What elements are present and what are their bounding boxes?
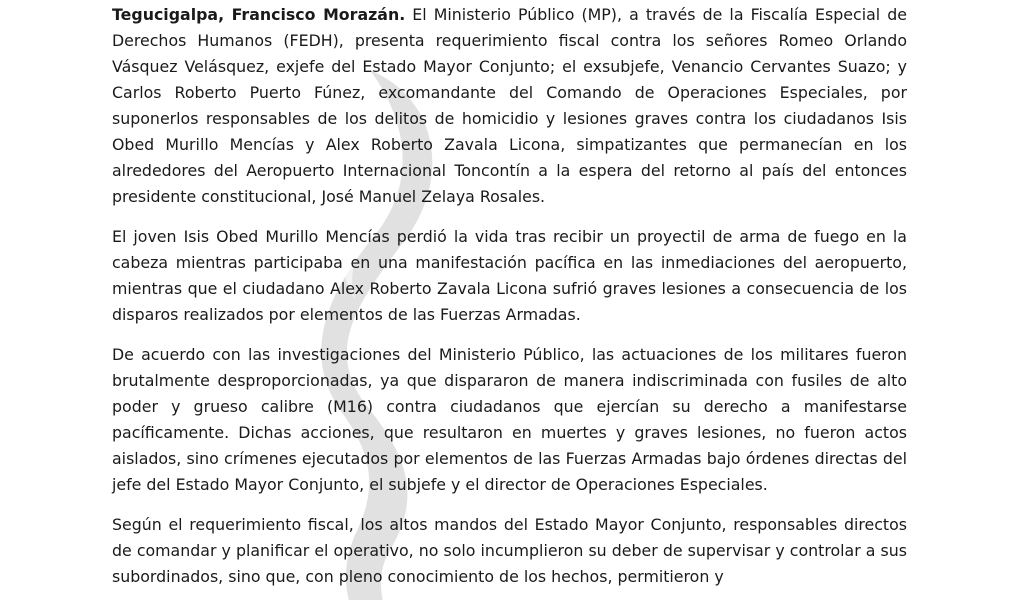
paragraph-4 (112, 512, 907, 590)
paragraph-3-text: De acuerdo con las investigaciones del Ministerio Público, las actuaciones de los militares fueron brutalmente desproporcionadas, ya que dispararon de manera indiscriminada con fusiles de alto poder y grueso calibre (M16) contra ciudadanos que ejercían su derecho a manifestarse pacíficamente. Dichas acciones, que resultaron en muertes y graves lesiones, no fueron actos aislados, sino crímenes ejecutados por elementos de las Fuerzas Armadas bajo órdenes directas del jefe del Estado Mayor Conjunto, el subjefe y el director de Operaciones Especiales. (112, 345, 907, 494)
paragraph-2-text: El joven Isis Obed Murillo Mencías perdió la vida tras recibir un proyectil de arma de fuego en la cabeza mientras participaba en una manifestación pacífica en las inmediaciones del aeropuerto, mientras que el ciudadano Alex Roberto Zavala Licona sufrió graves lesiones a consecuencia de los disparos realizados por elementos de las Fuerzas Armadas. (112, 227, 907, 324)
article-body (112, 2, 907, 600)
paragraph-2 (112, 224, 907, 328)
paragraph-4-text: Según el requerimiento fiscal, los altos mandos del Estado Mayor Conjunto, responsables directos de comandar y planificar el operativo, no solo incumplieron su deber de supervisar y controlar a sus subordinados, sino que, con pleno conocimiento de los hechos, permitieron y (112, 515, 907, 586)
paragraph-3 (112, 342, 907, 498)
paragraph-1-text: El Ministerio Público (MP), a través de la Fiscalía Especial de Derechos Humanos (FEDH), presenta requerimiento fiscal contra los señores Romeo Orlando Vásquez Velásquez, exjefe del Estado Mayor Conjunto; el exsubjefe, Venancio Cervantes Suazo; y Carlos Roberto Puerto Fúnez, excomandante del Comando de Operaciones Especiales, por suponerlos responsables de los delitos de homicidio y lesiones graves contra los ciudadanos Isis Obed Murillo Mencías y Alex Roberto Zavala Licona, simpatizantes que permanecían en los alrededores del Aeropuerto Internacional Toncontín a la espera del retorno al país del entonces presidente constitucional, José Manuel Zelaya Rosales. (112, 5, 907, 206)
paragraph-1 (112, 2, 907, 210)
dateline: Tegucigalpa, Francisco Morazán. (112, 5, 406, 24)
